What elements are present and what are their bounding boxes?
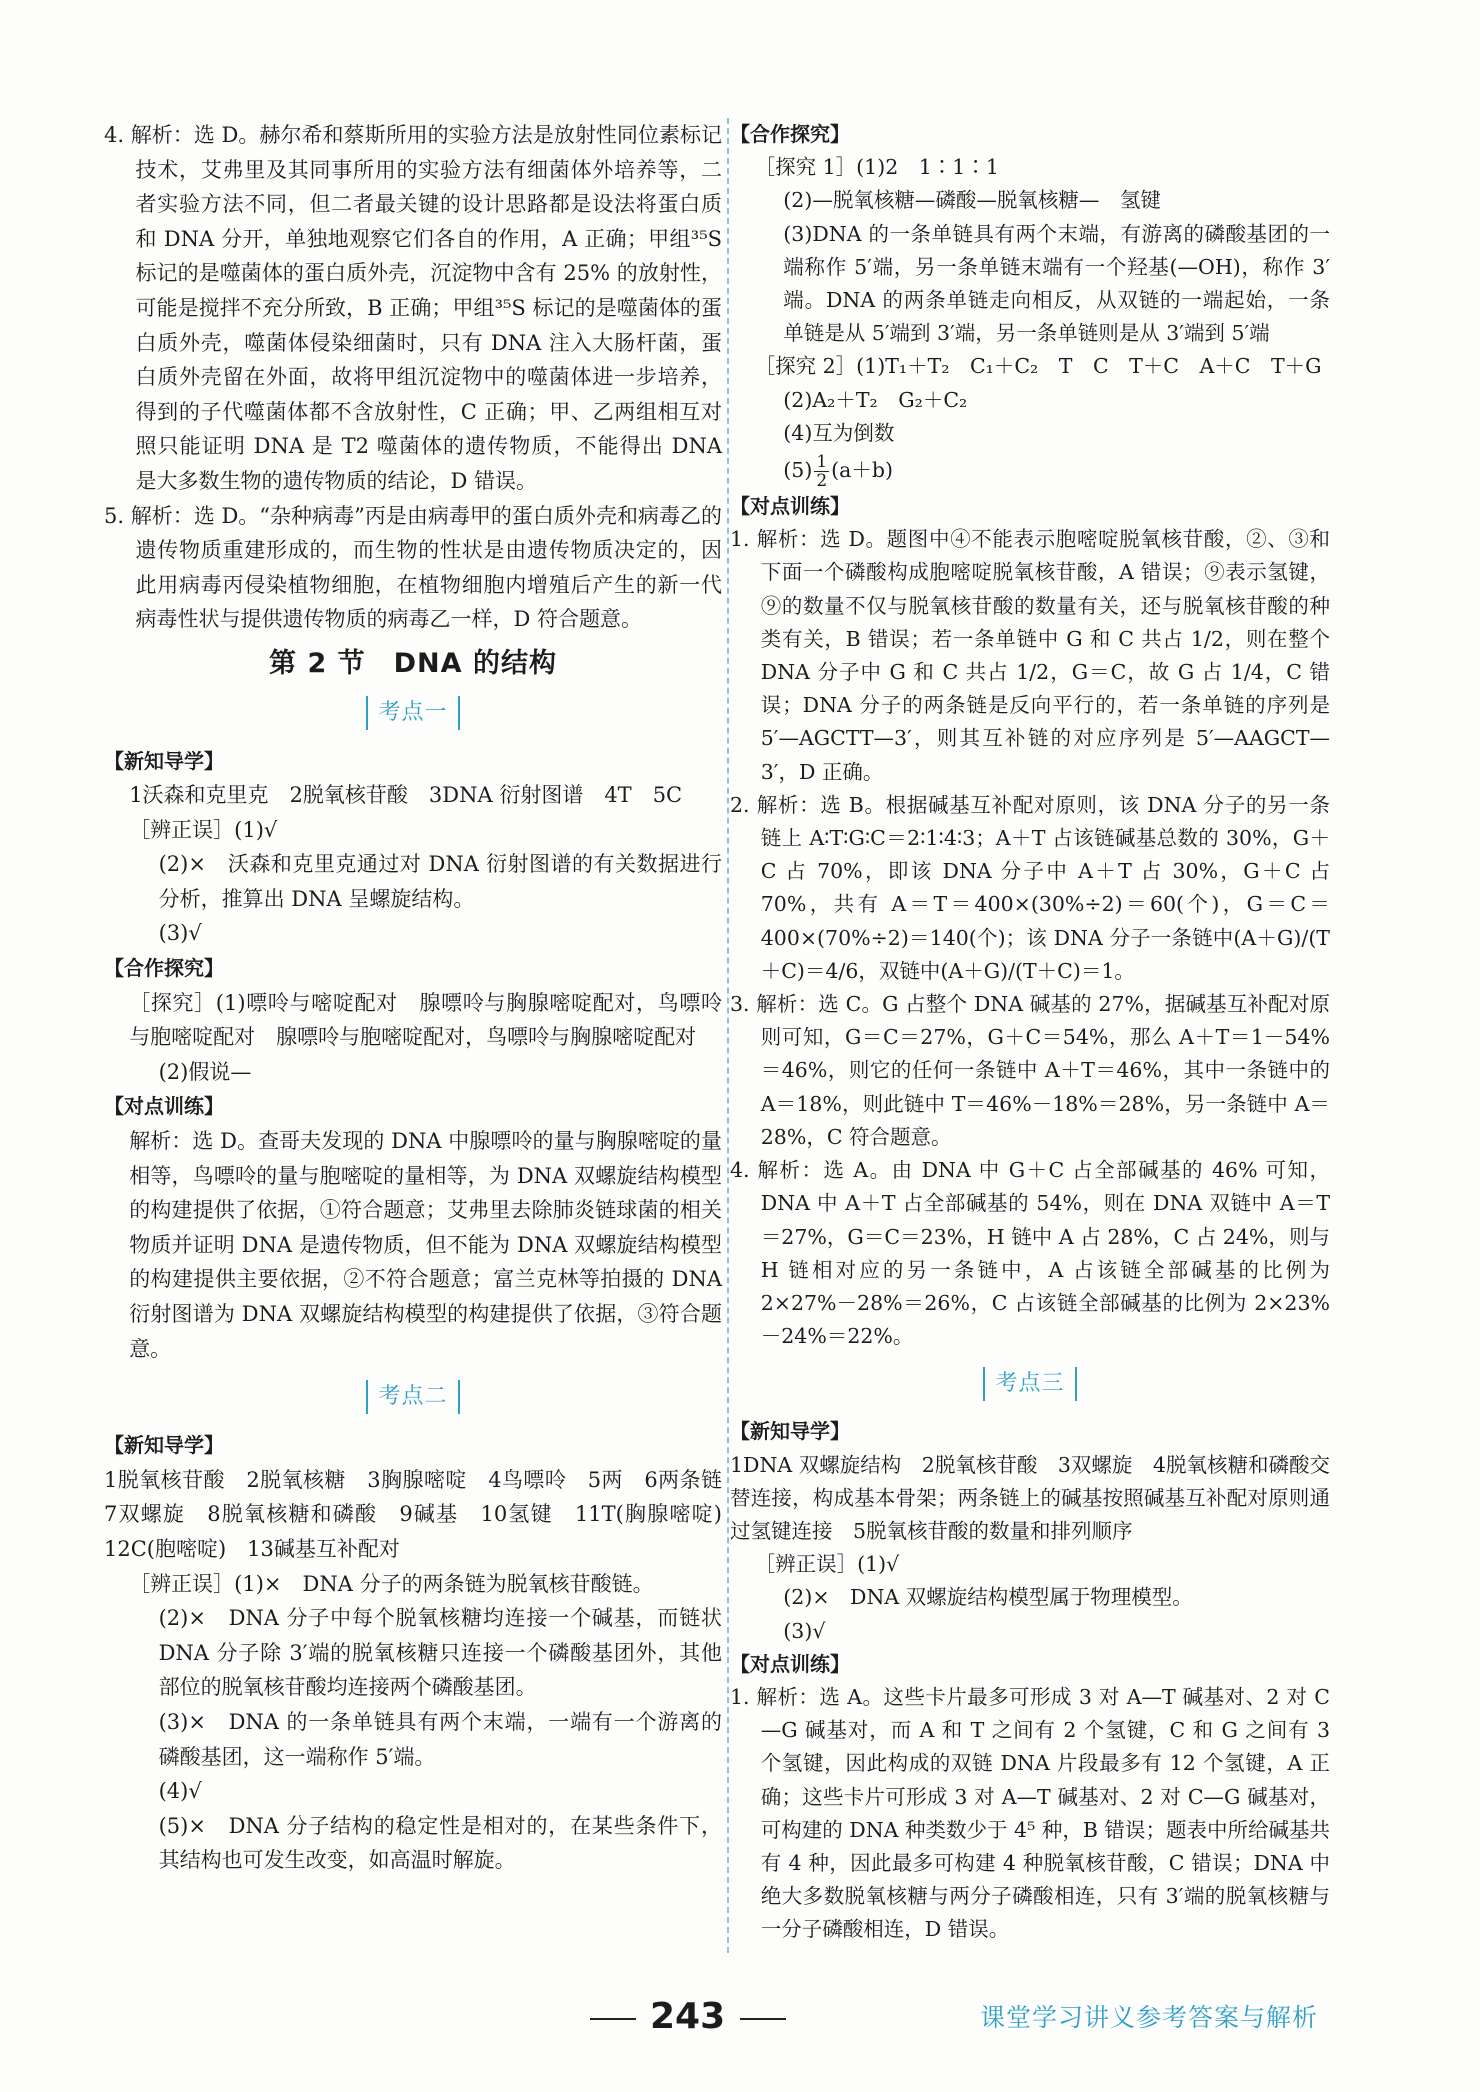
correct-errors-2-item-5: (5)× DNA 分子结构的稳定性是相对的，在某些条件下，其结构也可发生改变，如高温时解旋。 xyxy=(158,1813,722,1873)
practice-2-answer-2: 2. 解析：选 B。根据碱基互补配对原则，该 DNA 分子的另一条链上 A∶T∶G∶C＝2∶1∶4∶3；A＋T 占该链碱基总数的 30%，G＋C 占 70%，即该 DNA 分子中 A＋T 占 30%，G＋C 占 70%，共有 A＝T＝400×(30%÷2)＝60(个)，G＝C＝400×(70%÷2)＝140(个)；该 DNA 分子一条链中(A＋G)/(T＋C)＝4/6，双链中(A＋G)/(T＋C)＝1。 xyxy=(730,792,1330,983)
item-5-prefix: (5) xyxy=(783,458,813,483)
inquiry-2-2: ［探究 2］(1)T₁＋T₂ C₁＋C₂ T C T＋C A＋C T＋G xyxy=(754,354,1322,379)
inquiry-2-1-item-3: (3)DNA 的一条单链具有两个末端，有游离的磷酸基团的一端称作 5′端，另一条单链末端有一个羟基(—OH)，称作 3′端。DNA 的两条单链走向相反，从双链的一端起始，一条单链是从 5′端到 3′端，另一条单链则是从 3′端到 5′端 xyxy=(783,221,1330,346)
topic-heading-2: 考点二 xyxy=(366,1380,459,1414)
fraction-denominator: 2 xyxy=(816,471,828,492)
page-footer xyxy=(0,1996,1480,2036)
page-number: 243 xyxy=(650,1996,726,2037)
correct-errors-3: ［辨正误］(1)√ xyxy=(754,1552,900,1577)
correct-errors-3-item-2: (2)× DNA 双螺旋结构模型属于物理模型。 xyxy=(783,1585,1193,1610)
page-number-dash-right xyxy=(740,2018,786,2020)
answers-new-knowledge-2: 1脱氧核苷酸 2脱氧核糖 3胸腺嘧啶 4鸟嘌呤 5两 6两条链 7双螺旋 8脱氧核糖和磷酸 9碱基 10氢键 11T(胸腺嘧啶) 12C(胞嘧啶) 13碱基互补配对 xyxy=(104,1467,743,1561)
section-title: 第 2 节 DNA 的结构 xyxy=(269,647,557,679)
answers-new-knowledge-1: 1沃森和克里克 2脱氧核苷酸 3DNA 衍射图谱 4T 5C xyxy=(129,783,683,808)
correct-errors-2-item-2: (2)× DNA 分子中每个脱氧核糖均连接一个碱基，而链状 DNA 分子除 3′端的脱氧核糖只连接一个磷酸基团外，其他部位的脱氧核苷酸均连接两个磷酸基团。 xyxy=(158,1606,722,1700)
book-title: 课堂学习讲义参考答案与解析 xyxy=(980,2003,1319,2032)
practice-2-answer-3: 3. 解析：选 C。G 占整个 DNA 碱基的 27%，据碱基互补配对原则可知，G＝C＝27%，G＋C＝54%，那么 A＋T＝1－54%＝46%，则它的任何一条链中 A＋T＝46%，其中一条链中的 A＝18%，则此链中 T＝46%－18%＝28%，另一条链中 A＝28%，C 符合题意。 xyxy=(730,992,1330,1149)
correct-errors-3-item-3: (3)√ xyxy=(783,1618,826,1643)
inquiry-1: ［探究］(1)嘌呤与嘧啶配对 腺嘌呤与胸腺嘧啶配对，鸟嘌呤与胞嘧啶配对 腺嘌呤与胞嘧啶配对，鸟嘌呤与胸腺嘧啶配对 xyxy=(129,990,722,1050)
page-number-dash-left xyxy=(590,2018,636,2020)
inquiry-2-2-item-4: (4)互为倒数 xyxy=(783,420,895,445)
heading-practice-3: 【对点训练】 xyxy=(730,1651,850,1676)
correct-errors-1-item-3: (3)√ xyxy=(158,921,202,946)
inquiry-2-1-item-2: (2)—脱氧核糖—磷酸—脱氧核糖— 氢键 xyxy=(783,188,1161,213)
practice-3-answer-1: 1. 解析：选 A。这些卡片最多可形成 3 对 A—T 碱基对、2 对 C—G 碱基对，而 A 和 T 之间有 2 个氢键，C 和 G 之间有 3 个氢键，因此构成的双链 DNA 片段最多有 12 个氢键，A 正确；这些卡片可形成 3 对 A—T 碱基对、2 对 C—G 碱基对，可构建的 DNA 种类数少于 4⁵ 种，B 错误；题表中所给碱基共有 4 种，因此最多可构建 4 种脱氧核苷酸，C 错误；DNA 中绝大多数脱氧核糖与两分子磷酸相连，只有 3′端的脱氧核糖与一分子磷酸相连，D 错误。 xyxy=(730,1684,1330,1942)
column-divider xyxy=(727,118,729,1953)
heading-practice-2: 【对点训练】 xyxy=(730,494,850,519)
inquiry-2-2-item-2: (2)A₂＋T₂ G₂＋C₂ xyxy=(783,387,968,412)
heading-cooperative-inquiry-1: 【合作探究】 xyxy=(104,956,224,981)
practice-1-answer: 解析：选 D。查哥夫发现的 DNA 中腺嘌呤的量与胸腺嘧啶的量相等，鸟嘌呤的量与胞嘧啶的量相等，为 DNA 双螺旋结构模型的构建提供了依据，①符合题意；艾弗里去除肺炎链球菌的相关物质并证明 DNA 是遗传物质，但不能为 DNA 双螺旋结构模型的构建提供主要依据，②不符合题意；富兰克林等拍摄的 DNA 衍射图谱为 DNA 双螺旋结构模型的构建提供了依据，③符合题意。 xyxy=(129,1129,722,1361)
heading-practice-1: 【对点训练】 xyxy=(104,1094,224,1119)
fraction xyxy=(814,453,829,490)
practice-2-answer-1: 1. 解析：选 D。题图中④不能表示胞嘧啶脱氧核苷酸，②、③和下面一个磷酸构成胞嘧啶脱氧核苷酸，A 错误；⑨表示氢键，⑨的数量不仅与脱氧核苷酸的数量有关，还与脱氧核苷酸的种类有关，B 错误；若一条单链中 G 和 C 共占 1/2，则在整个 DNA 分子中 G 和 C 共占 1/2，G＝C，故 G 占 1/4，C 错误；DNA 分子的两条链是反向平行的，若一条单链的序列是 5′—AGCTT—3′，则其互补链的对应序列是 5′—AAGCT—3′，D 正确。 xyxy=(730,527,1330,784)
inquiry-1-item-2: (2)假说— xyxy=(158,1059,252,1084)
correct-errors-1: ［辨正误］(1)√ xyxy=(129,817,278,842)
topic-heading-1: 考点一 xyxy=(366,696,459,730)
practice-2-answer-4: 4. 解析：选 A。由 DNA 中 G＋C 占全部碱基的 46% 可知，DNA 中 A＋T 占全部碱基的 54%，则在 DNA 双链中 A＝T＝27%，G＝C＝23%，H 链中 A 占 28%，C 占 24%，则与 H 链相对应的另一条链中，A 占该链全部碱基的比例为 2×27%－28%＝26%，C 占该链全部碱基的比例为 2×23%－24%＝22%。 xyxy=(730,1158,1330,1349)
correct-errors-2-item-4: (4)√ xyxy=(158,1779,202,1804)
topic-heading-3: 考点三 xyxy=(983,1367,1076,1401)
item-5-suffix: (a＋b) xyxy=(831,458,894,483)
correct-errors-2: ［辨正误］(1)× DNA 分子的两条链为脱氧核苷酸链。 xyxy=(129,1571,654,1596)
answer-5: 5. 解析：选 D。“杂种病毒”丙是由病毒甲的蛋白质外壳和病毒乙的遗传物质重建形成的，而生物的性状是由遗传物质决定的，因此用病毒丙侵染植物细胞，在植物细胞内增殖后产生的新一代病毒性状与提供遗传物质的病毒乙一样，D 符合题意。 xyxy=(104,503,722,632)
inquiry-2-1: ［探究 1］(1)2 1∶1∶1 xyxy=(754,155,999,180)
right-column xyxy=(730,118,1330,1947)
left-column xyxy=(104,118,743,1878)
fraction-numerator: 1 xyxy=(816,452,828,473)
heading-new-knowledge-1: 【新知导学】 xyxy=(104,748,224,773)
heading-new-knowledge-2: 【新知导学】 xyxy=(104,1433,224,1458)
correct-errors-2-item-3: (3)× DNA 的一条单链具有两个末端，一端有一个游离的磷酸基团，这一端称作 5′端。 xyxy=(158,1709,722,1769)
correct-errors-1-item-2: (2)× 沃森和克里克通过对 DNA 衍射图谱的有关数据进行分析，推算出 DNA 呈螺旋结构。 xyxy=(158,852,722,911)
answers-new-knowledge-3: 1DNA 双螺旋结构 2脱氧核苷酸 3双螺旋 4脱氧核糖和磷酸交替连接，构成基本骨架；两条链上的碱基按照碱基互补配对原则通过氢键连接 5脱氧核苷酸的数量和排列顺序 xyxy=(730,1452,1330,1543)
heading-new-knowledge-3: 【新知导学】 xyxy=(730,1419,850,1444)
inquiry-2-2-item-5 xyxy=(730,450,1330,490)
heading-cooperative-inquiry-2: 【合作探究】 xyxy=(730,122,850,146)
answer-4: 4. 解析：选 D。赫尔希和蔡斯所用的实验方法是放射性同位素标记技术，艾弗里及其同事所用的实验方法有细菌体外培养等，二者实验方法不同，但二者最关键的设计思路都是设法将蛋白质和 DNA 分开，单独地观察它们各自的作用，A 正确；甲组³⁵S 标记的是噬菌体的蛋白质外壳，沉淀物中含有 25% 的放射性，可能是搅拌不充分所致，B 正确；甲组³⁵S 标记的是噬菌体的蛋白质外壳，噬菌体侵染细菌时，只有 DNA 注入大肠杆菌，蛋白质外壳留在外面，故将甲组沉淀物中的噬菌体进一步培养，得到的子代噬菌体都不含放射性，C 正确；甲、乙两组相互对照只能证明 DNA 是 T2 噬菌体的遗传物质，不能得出 DNA 是大多数生物的遗传物质的结论，D 错误。 xyxy=(104,123,722,493)
